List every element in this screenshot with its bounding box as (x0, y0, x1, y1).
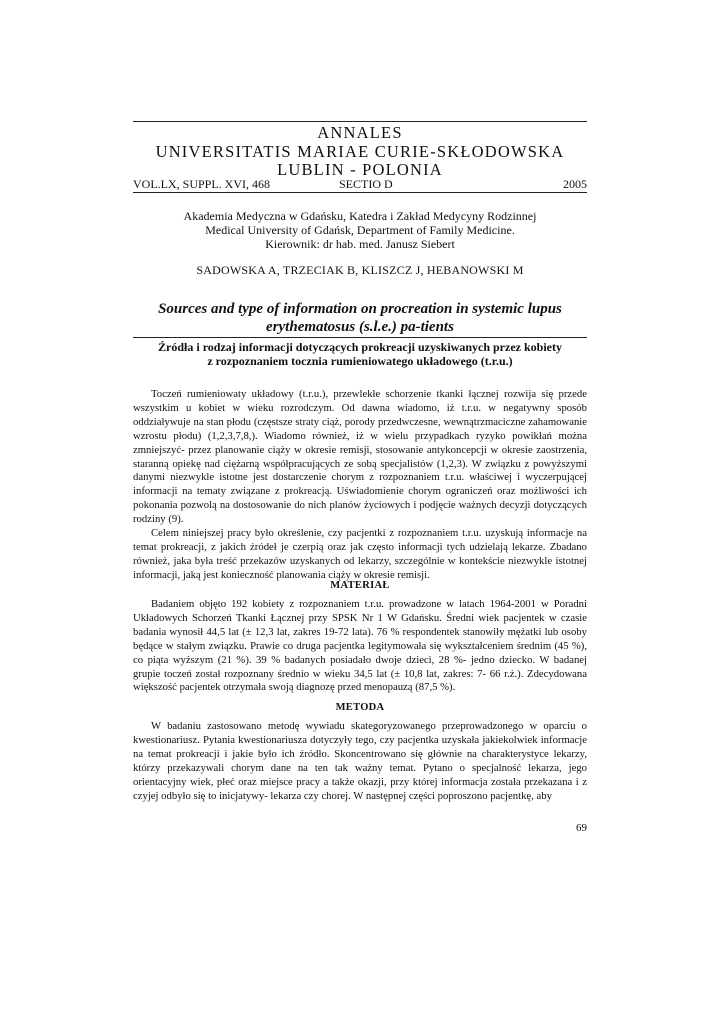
intro-paragraph-2: Celem niniejszej pracy było określenie, czy pacjentki z rozpoznaniem t.r.u. uzyskują informacje na temat prokreacji, z jakich źródeł je czerpią oraz jak często informacji tych udzielają lekarze. Zbadano również, jaka była treść przekazów uzyskanych od lekarzy, szczególnie w kontekście niezwykle istotnej informacji, jaką jest konieczność planowania ciąży w okresie remisji. (133, 527, 587, 581)
affiliation-line-3: Kierownik: dr hab. med. Janusz Siebert (265, 237, 455, 251)
title-english-line-2: erythematosus (s.l.e.) pa-tients (266, 319, 454, 335)
material-paragraph: Badaniem objęto 192 kobiety z rozpoznaniem t.r.u. prowadzone w latach 1964-2001 w Poradni Układowych Schorzeń Tkanki Łącznej przy SPSK Nr 1 W Gdańsku. Średni wiek pacjentek w czasie badania wynosił 44,5 lat (± 12,3 lat, zakres 19-72 lata). 76 % respondentek stanowiły mężatki lub osoby będące w stałym związku. Prawie co druga pacjentka legitymowała się wykształceniem średnim (45 %), co piąta wyższym (21 %). 39 % badanych posiadało dwoje dzieci, 28 %- jedno dziecko. W badanej grupie toczeń został rozpoznany średnio w wieku 34,5 lat (± 10,8 lat, zakres: 7- 66 r.ż.). Zdecydowana większość pacjentek otrzymała swoją diagnozę przed menopauzą (87,5 %). (133, 598, 587, 694)
introduction-section (133, 388, 587, 583)
material-heading: MATERIAŁ (330, 580, 390, 591)
journal-title-university: UNIVERSITATIS MARIAE CURIE-SKŁODOWSKA (155, 142, 565, 161)
title-english-line-1: Sources and type of information on procreation in systemic lupus (158, 301, 562, 317)
page-number: 69 (576, 822, 587, 834)
header-top-rule (133, 121, 587, 122)
metoda-paragraph: W badaniu zastosowano metodę wywiadu skategoryzowanego przeprowadzonego w oparciu o kwestionariusz. Pytania kwestionariusza dotyczyły tego, czy pacjentka uzyskała jakiekolwiek informacje na temat prokreacji i jakie było ich źródło. Skoncentrowano się głównie na charakterystyce lekarzy, którzy przekazywali chorym dane na ten tak ważny temat. Pytano o specjalność lekarza, jego orientacyjny wiek, płeć oraz miejsce pracy a także okazji, przy której informacja została przekazana i z czyjej odbyło się to inicjatywy- lekarza czy chorej. W następnej części poproszono pacjentkę, aby (133, 720, 587, 802)
affiliation-line-2: Medical University of Gdańsk, Department of Family Medicine. (205, 223, 515, 237)
affiliation-line-1: Akademia Medyczna w Gdańsku, Katedra i Zakład Medycyny Rodzinnej (183, 209, 537, 223)
year-info: 2005 (563, 177, 587, 191)
author-list: SADOWSKA A, TRZECIAK B, KLISZCZ J, HEBANOWSKI M (196, 263, 524, 277)
volume-info: VOL.LX, SUPPL. XVI, 468 (133, 177, 271, 191)
header-bottom-rule (133, 192, 587, 193)
metoda-section (133, 720, 587, 803)
title-polish-line-1: Źródła i rodzaj informacji dotyczących prokreacji uzyskiwanych przez kobiety (158, 340, 562, 354)
intro-paragraph-1: Toczeń rumieniowaty układowy (t.r.u.), przewlekłe schorzenie tkanki łącznej rozwija się przede wszystkim u kobiet w wieku rozrodczym. Od dawna wiadomo, iż t.r.u. w negatywny sposób oddziaływuje na stan płodu (częstsze straty ciąż, porody przedwczesne, wewnątrzmaciczne zahamowanie wzrostu płodu) (1,2,3,7,8,). Wiadomo również, iż w wielu przypadkach ryzyko powikłań można zmniejszyć- przez planowanie ciąży w okresie remisji, stosowanie antykoncepcji w okresie zaostrzenia, staranną opiekę nad ciężarną współpracujących ze sobą specjalistów (1,2,3). W związku z powyższymi danymi niezwykle istotne jest dostarczenie chorym z rozpoznaniem t.r.u. właściwej i wyczerpującej informacji na tematy związane z prokreacją. Uświadomienie chorym ograniczeń oraz możliwości ich pokonania pozwolą na dostosowanie do nich planów życiowych i podjęcie ważnych decyzji dotyczących rodziny (9). (133, 388, 587, 526)
title-rule (133, 337, 587, 338)
metoda-heading: METODA (335, 702, 385, 713)
title-polish-line-2: z rozpoznaniem tocznia rumieniowatego układowego (t.r.u.) (207, 354, 513, 368)
material-section (133, 598, 587, 695)
section-info: SECTIO D (339, 177, 393, 191)
journal-title-annales: ANNALES (317, 123, 403, 142)
journal-title-location: LUBLIN - POLONIA (277, 160, 443, 179)
